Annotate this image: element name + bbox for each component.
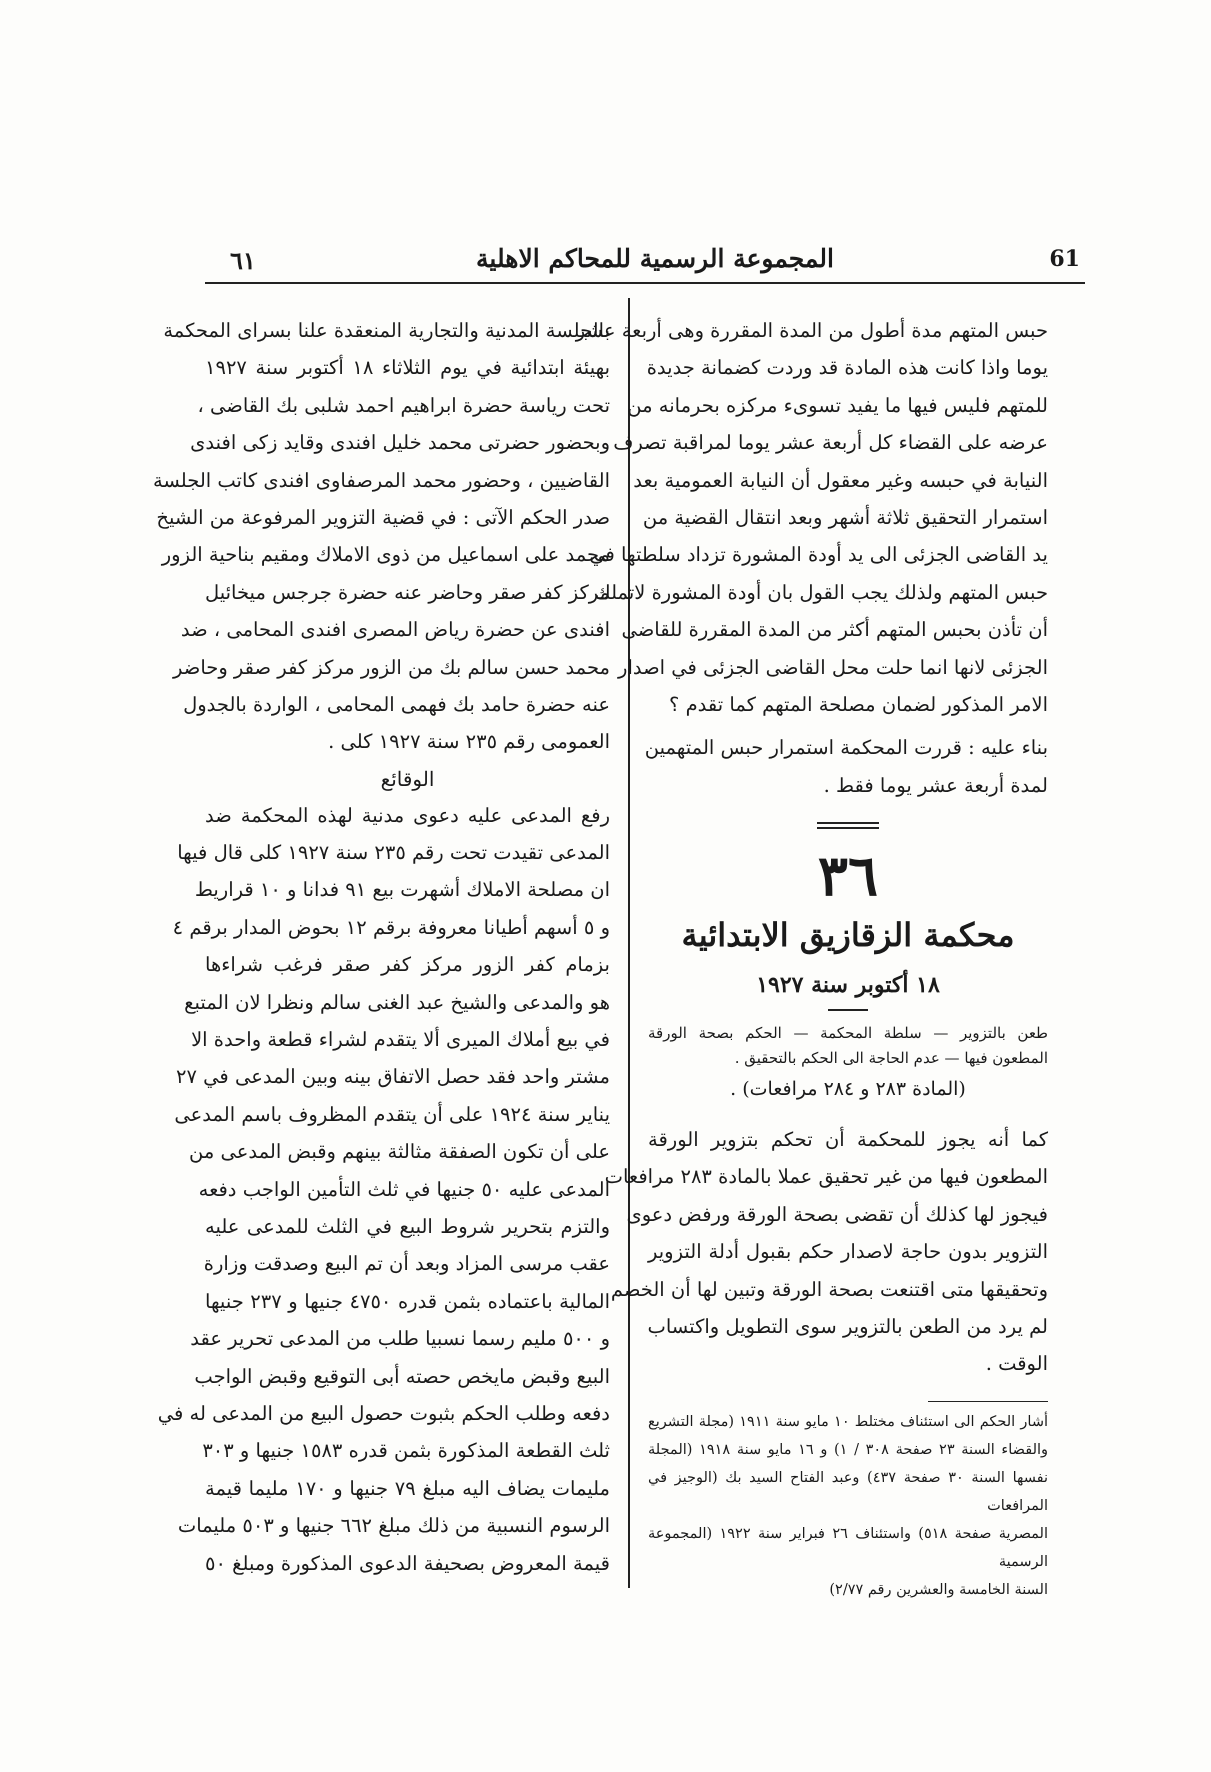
page-header	[230, 242, 1080, 282]
text-line: القاضيين ، وحضور محمد المرصفاوى افندى كاتب الجلسة	[152, 468, 610, 492]
left-column	[152, 312, 611, 1582]
text-line: ثلث القطعة المذكورة بثمن قدره ١٥٨٣ جنيها و ٣٠٣	[202, 1439, 610, 1463]
text-line: البيع وقبض مايخص حصته أبى التوقيع وقبض الواجب	[194, 1364, 610, 1388]
running-title: المجموعة الرسمية للمحاكم الاهلية	[476, 244, 834, 273]
text-line: قيمة المعروض بصحيفة الدعوى المذكورة ومبلغ ٥٠	[204, 1551, 610, 1575]
text-line: لم يرد من الطعن بالتزوير سوى التطويل واكتساب	[647, 1315, 1048, 1339]
text-line: بالجلسة المدنية والتجارية المنعقدة علنا بسراى المحكمة	[163, 319, 610, 342]
text-line: بزمام كفر الزور مركز كفر صقر فرغب شراءها	[205, 953, 610, 977]
footnote-line: أشار الحكم الى استئناف مختلط ١٠ مايو سنة ١٩١١ (مجلة التشريع	[648, 1413, 1048, 1430]
footnote-rule	[928, 1401, 1048, 1402]
text-line: حبس المتهم مدة أطول من المدة المقررة وهى أربعة عشر	[575, 319, 1048, 342]
text-line: بناء عليه : قررت المحكمة استمرار حبس المتهمين	[644, 736, 1048, 760]
text-line: دفعه وطلب الحكم بثبوت حصول البيع من المدعى له في	[157, 1401, 610, 1425]
text-line: ان مصلحة الاملاك أشهرت بيع ٩١ فدانا و ١٠ قراريط	[194, 878, 610, 902]
text-line: مليمات يضاف اليه مبلغ ٧٩ جنيها و ١٧٠ مليما قيمة	[205, 1476, 611, 1500]
text-line: لمدة أربعة عشر يوما فقط .	[823, 773, 1048, 797]
text-line: المالية باعتماده بثمن قدره ٤٧٥٠ جنيها و ٢٣٧ جنيها	[205, 1289, 611, 1313]
footnote-line: السنة الخامسة والعشرين رقم ٢/٧٧)	[829, 1581, 1048, 1598]
text-line: المدعى عليه ٥٠ جنيها في ثلث التأمين الواجب دفعه	[198, 1177, 610, 1201]
text-line: للمتهم فليس فيها ما يفيد تسوىء مركزه بحرمانه من	[627, 393, 1048, 417]
page-number-arabic: ٦١	[230, 246, 256, 275]
text-line: التزوير بدون حاجة لاصدار حكم بقبول أدلة التزوير	[648, 1240, 1048, 1264]
facts-text	[157, 797, 611, 1582]
date-rule	[828, 1009, 868, 1011]
text-line: في بيع أملاك الميرى ألا يتقدم لشراء قطعة واحدة الا	[191, 1028, 610, 1052]
text-line: الوقت .	[985, 1352, 1048, 1376]
footnote-line: نفسها السنة ٣٠ صفحة ٤٣٧) وعبد الفتاح السيد بك (الوجيز في المرافعات	[648, 1469, 1049, 1514]
text-line: بهيئة ابتدائية في يوم الثلاثاء ١٨ أكتوبر سنة ١٩٢٧	[205, 356, 610, 380]
text-line: و ٥٠٠ مليم رسما نسبيا طلب من المدعى تحرير عقد	[190, 1327, 610, 1351]
text-line: استمرار التحقيق ثلاثة أشهر وبعد انتقال القضية من	[642, 505, 1048, 529]
section-double-rule	[817, 822, 879, 829]
text-line: وتحقيقها متى اقتنعت بصحة الورقة وتبين لها أن الخصم	[610, 1277, 1048, 1301]
ruling-text	[604, 1121, 1048, 1383]
text-line: عنه حضرة حامد بك فهمى المحامى ، الواردة بالجدول	[183, 692, 610, 716]
text-line: فيجوز لها كذلك أن تقضى بصحة الورقة ورفض دعوى	[626, 1202, 1048, 1226]
court-name: محكمة الزقازيق الابتدائية	[681, 916, 1015, 955]
text-line: الامر المذكور لضمان مصلحة المتهم كما تقدم ؟	[669, 692, 1048, 716]
articles-reference: (المادة ٢٨٣ و ٢٨٤ مرافعات) .	[730, 1078, 966, 1101]
case-summary: طعن بالتزوير — سلطة المحكمة — الحكم بصحة الورقة المطعون فيها — عدم الحاجة الى الحكم بالتحقيق .	[648, 1024, 1048, 1068]
page-number-latin: 61	[1049, 246, 1080, 272]
footnote-line: المصرية صفحة ٥١٨) واستئناف ٢٦ فبراير سنة ١٩٢٢ (المجموعة الرسمية	[648, 1525, 1048, 1570]
text-line: مشتر واحد فقد حصل الاتفاق بينه وبين المدعى في ٢٧	[176, 1065, 610, 1089]
text-line: تحت رياسة حضرة ابراهيم احمد شلبى بك القاضى ،	[197, 393, 610, 417]
column-divider	[628, 298, 630, 1588]
continuation-text	[575, 312, 1048, 723]
text-line: مركز كفر صقر وحاضر عنه حضرة جرجس ميخائيل	[204, 580, 610, 604]
intro-text	[152, 312, 610, 761]
text-line: افندى عن حضرة رياض المصرى افندى المحامى ، ضد	[180, 618, 610, 642]
text-line: حبس المتهم ولذلك يجب القول بان أودة المشورة لاتملك	[594, 580, 1048, 604]
text-line: على أن تكون الصفقة مثالثة بينهم وقبض المدعى من	[189, 1140, 610, 1164]
text-line: هو والمدعى والشيخ عبد الغنى سالم ونظرا لان المتبع	[184, 990, 610, 1014]
footnote	[648, 1408, 1048, 1604]
text-line: محمد حسن سالم بك من الزور مركز كفر صقر وحاضر	[173, 655, 610, 679]
text-line: كما أنه يجوز للمحكمة أن تحكم بتزوير الورقة	[648, 1128, 1048, 1152]
text-line: رفع المدعى عليه دعوى مدنية لهذه المحكمة ضد	[205, 803, 610, 827]
footnote-line: والقضاء السنة ٢٣ صفحة ٣٠٨ / ١) و ١٦ مايو سنة ١٩١٨ (المجلة	[648, 1441, 1049, 1458]
court-date: ١٨ أكتوبر سنة ١٩٢٧	[756, 972, 940, 999]
text-line: والتزم بتحرير شروط البيع في الثلث للمدعى عليه	[205, 1214, 610, 1238]
text-line: المدعى تقيدت تحت رقم ٢٣٥ سنة ١٩٢٧ كلى قال فيها	[177, 841, 610, 865]
decision-text	[644, 729, 1048, 804]
text-line: المطعون فيها من غير تحقيق عملا بالمادة ٢٨٣ مرافعات	[604, 1165, 1048, 1189]
text-line: الرسوم النسبية من ذلك مبلغ ٦٦٢ جنيها و ٥٠٣ مليمات	[177, 1514, 610, 1538]
text-line: و ٥ أسهم أطيانا معروفة برقم ١٢ بحوض المدار برقم ٤	[172, 915, 610, 939]
text-line: محمد على اسماعيل من ذوى الاملاك ومقيم بناحية الزور	[161, 543, 610, 567]
header-rule	[205, 282, 1085, 284]
right-column	[575, 312, 1049, 1604]
text-line: صدر الحكم الآتى : في قضية التزوير المرفوعة من الشيخ	[156, 505, 610, 529]
text-line: يناير سنة ١٩٢٤ على أن يتقدم المظروف باسم المدعى	[174, 1102, 610, 1126]
facts-heading: الوقائع	[380, 766, 435, 791]
text-line: الجزئى لانها انما حلت محل القاضى الجزئى في اصدار	[618, 655, 1048, 679]
text-line: وبحضور حضرتى محمد خليل افندى وقايد زكى افندى	[190, 431, 610, 455]
text-line: أن تأذن بحبس المتهم أكثر من المدة المقررة للقاضى	[621, 618, 1048, 642]
text-line: عرضه على القضاء كل أربعة عشر يوما لمراقبة تصرف	[613, 431, 1048, 455]
text-line: يد القاضى الجزئى الى يد أودة المشورة تزداد سلطتها في	[589, 543, 1048, 567]
case-number: ٣٦	[817, 843, 879, 910]
text-line: النيابة في حبسه وغير معقول أن النيابة العمومية بعد	[633, 468, 1048, 492]
text-line: يوما واذا كانت هذه المادة قد وردت كضمانة جديدة	[646, 356, 1048, 380]
text-line: عقب مرسى المزاد وبعد أن تم البيع وصدقت وزارة	[203, 1252, 610, 1276]
text-line: العمومى رقم ٢٣٥ سنة ١٩٢٧ كلى .	[328, 730, 610, 754]
